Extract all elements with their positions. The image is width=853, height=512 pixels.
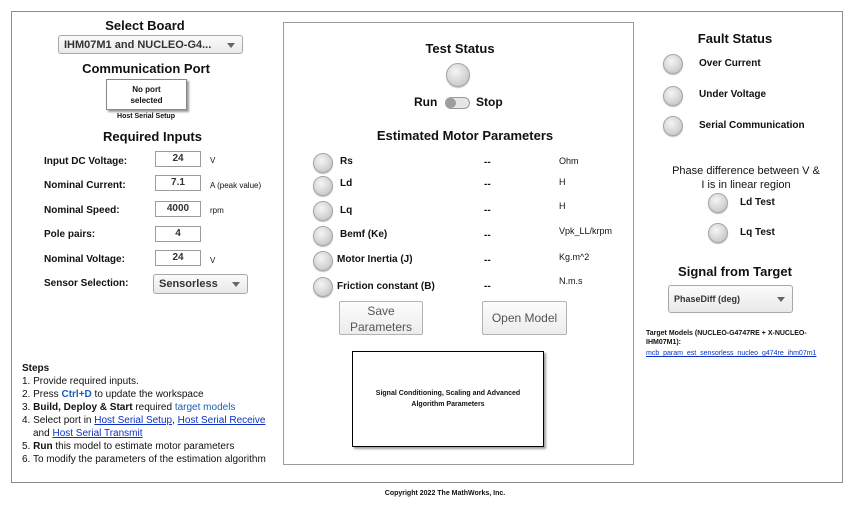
- lq-test-label: Lq Test: [740, 227, 775, 238]
- host-serial-transmit-link[interactable]: Host Serial Transmit: [52, 428, 143, 439]
- signal-conditioning-subsystem[interactable]: [352, 351, 544, 447]
- fault-status-title: Fault Status: [697, 31, 773, 46]
- run-label: Run: [414, 95, 438, 109]
- required-inputs-title: Required Inputs: [103, 129, 202, 144]
- select-board-title: Select Board: [105, 18, 185, 33]
- nominal-current-field[interactable]: 7.1: [155, 175, 201, 191]
- board-dropdown[interactable]: [58, 35, 243, 54]
- bemf-unit: Vpk_LL/krpm: [559, 226, 613, 236]
- bemf-label: Bemf (Ke): [340, 229, 388, 240]
- bemf-lamp: [313, 226, 333, 246]
- rs-unit: Ohm: [559, 156, 579, 166]
- target-models-text: Target Models (NUCLEO-G4747RE + X-NUCLEO-IHM07M1):: [646, 330, 807, 346]
- friction-value: --: [484, 281, 491, 292]
- switch-knob: [446, 98, 456, 108]
- friction-unit: N.m.s: [559, 276, 583, 286]
- lq-unit: H: [559, 201, 566, 211]
- input-dc-voltage-field[interactable]: 24: [155, 151, 201, 167]
- ld-lamp: [313, 176, 333, 196]
- signal-dropdown-value: PhaseDiff (deg): [674, 294, 741, 304]
- input-dc-voltage-unit: V: [210, 156, 216, 165]
- signal-from-target-title: Signal from Target: [678, 264, 792, 279]
- test-status-lamp: [446, 63, 470, 87]
- friction-label: Friction constant (B): [337, 281, 435, 292]
- lq-lamp: [313, 201, 333, 221]
- sensor-selection-value: Sensorless: [159, 278, 218, 290]
- ld-test-label: Ld Test: [740, 197, 775, 208]
- host-serial-setup-label: Host Serial Setup: [117, 113, 175, 120]
- lq-label: Lq: [340, 205, 353, 216]
- over-current-lamp: [663, 54, 683, 74]
- step-2: 2. Press Ctrl+D to update the workspace: [22, 389, 204, 400]
- serial-communication-label: Serial Communication: [699, 120, 805, 131]
- target-models-link[interactable]: target models: [174, 402, 236, 413]
- stop-label: Stop: [476, 95, 503, 109]
- lq-test-lamp: [708, 223, 728, 243]
- host-serial-receive-link[interactable]: Host Serial Receive: [177, 415, 266, 426]
- pole-pairs-field[interactable]: 4: [155, 226, 201, 242]
- rs-lamp: [313, 153, 333, 173]
- open-model-button[interactable]: Open Model: [482, 301, 567, 335]
- steps-panel: [22, 362, 277, 470]
- nominal-speed-label: Nominal Speed:: [44, 205, 120, 216]
- nominal-voltage-unit: V: [210, 256, 216, 265]
- rs-label: Rs: [340, 156, 353, 167]
- chevron-down-icon: [777, 297, 785, 302]
- sensor-selection-dropdown[interactable]: [153, 274, 248, 294]
- inertia-value: --: [484, 255, 491, 266]
- inertia-unit: Kg.m^2: [559, 252, 590, 262]
- test-status-title: Test Status: [425, 41, 495, 56]
- step-4-cont: and Host Serial Transmit: [33, 428, 143, 439]
- port-button-label: No port selected: [130, 84, 163, 105]
- subsystem-label: Signal Conditioning, Scaling and Advanced Algorithm Parameters: [375, 390, 521, 408]
- comm-port-title: Communication Port: [82, 61, 210, 76]
- port-select-button[interactable]: [106, 79, 187, 110]
- step-1: 1. Provide required inputs.: [22, 376, 139, 387]
- run-stop-switch[interactable]: [445, 97, 470, 109]
- steps-title: Steps: [22, 363, 50, 374]
- serial-communication-lamp: [663, 116, 683, 136]
- pole-pairs-label: Pole pairs:: [44, 229, 96, 240]
- inertia-lamp: [313, 251, 333, 271]
- chevron-down-icon: [232, 282, 240, 287]
- input-dc-voltage-label: Input DC Voltage:: [44, 156, 128, 167]
- over-current-label: Over Current: [699, 58, 761, 69]
- ld-value: --: [484, 179, 491, 190]
- step-6: 6. To modify the parameters of the estimation algorithm: [22, 454, 266, 465]
- lq-value: --: [484, 205, 491, 216]
- signal-dropdown[interactable]: [668, 285, 793, 313]
- nominal-speed-field[interactable]: 4000: [155, 201, 201, 217]
- friction-lamp: [313, 277, 333, 297]
- ld-test-lamp: [708, 193, 728, 213]
- copyright-text: Copyright 2022 The MathWorks, Inc.: [384, 490, 506, 497]
- nominal-current-label: Nominal Current:: [44, 180, 126, 191]
- est-params-title: Estimated Motor Parameters: [376, 128, 554, 143]
- inertia-label: Motor Inertia (J): [337, 254, 413, 265]
- rs-value: --: [484, 157, 491, 168]
- phase-difference-text: Phase difference between V & I is in linear region: [672, 165, 820, 191]
- ctrl-d-shortcut: Ctrl+D: [61, 389, 92, 400]
- step-3: 3. Build, Deploy & Start required target models: [22, 402, 236, 413]
- nominal-speed-unit: rpm: [210, 206, 224, 215]
- step-5: 5. Run this model to estimate motor parameters: [22, 441, 235, 452]
- host-serial-setup-link[interactable]: Host Serial Setup: [94, 415, 173, 426]
- nominal-voltage-label: Nominal Voltage:: [44, 254, 125, 265]
- under-voltage-label: Under Voltage: [699, 89, 767, 100]
- nominal-voltage-field[interactable]: 24: [155, 250, 201, 266]
- board-dropdown-value: IHM07M1 and NUCLEO-G4...: [64, 38, 212, 51]
- target-model-link[interactable]: mcb_param_est_sensorless_nucleo_g474re_ihm07m1: [646, 350, 817, 357]
- step-4: 4. Select port in Host Serial Setup, Host Serial Receive: [22, 415, 266, 426]
- ld-unit: H: [559, 177, 566, 187]
- chevron-down-icon: [227, 43, 235, 48]
- bemf-value: --: [484, 230, 491, 241]
- ld-label: Ld: [340, 178, 353, 189]
- sensor-selection-label: Sensor Selection:: [44, 278, 129, 289]
- save-parameters-button[interactable]: Save Parameters: [339, 301, 423, 335]
- nominal-current-unit: A (peak value): [210, 181, 262, 190]
- under-voltage-lamp: [663, 86, 683, 106]
